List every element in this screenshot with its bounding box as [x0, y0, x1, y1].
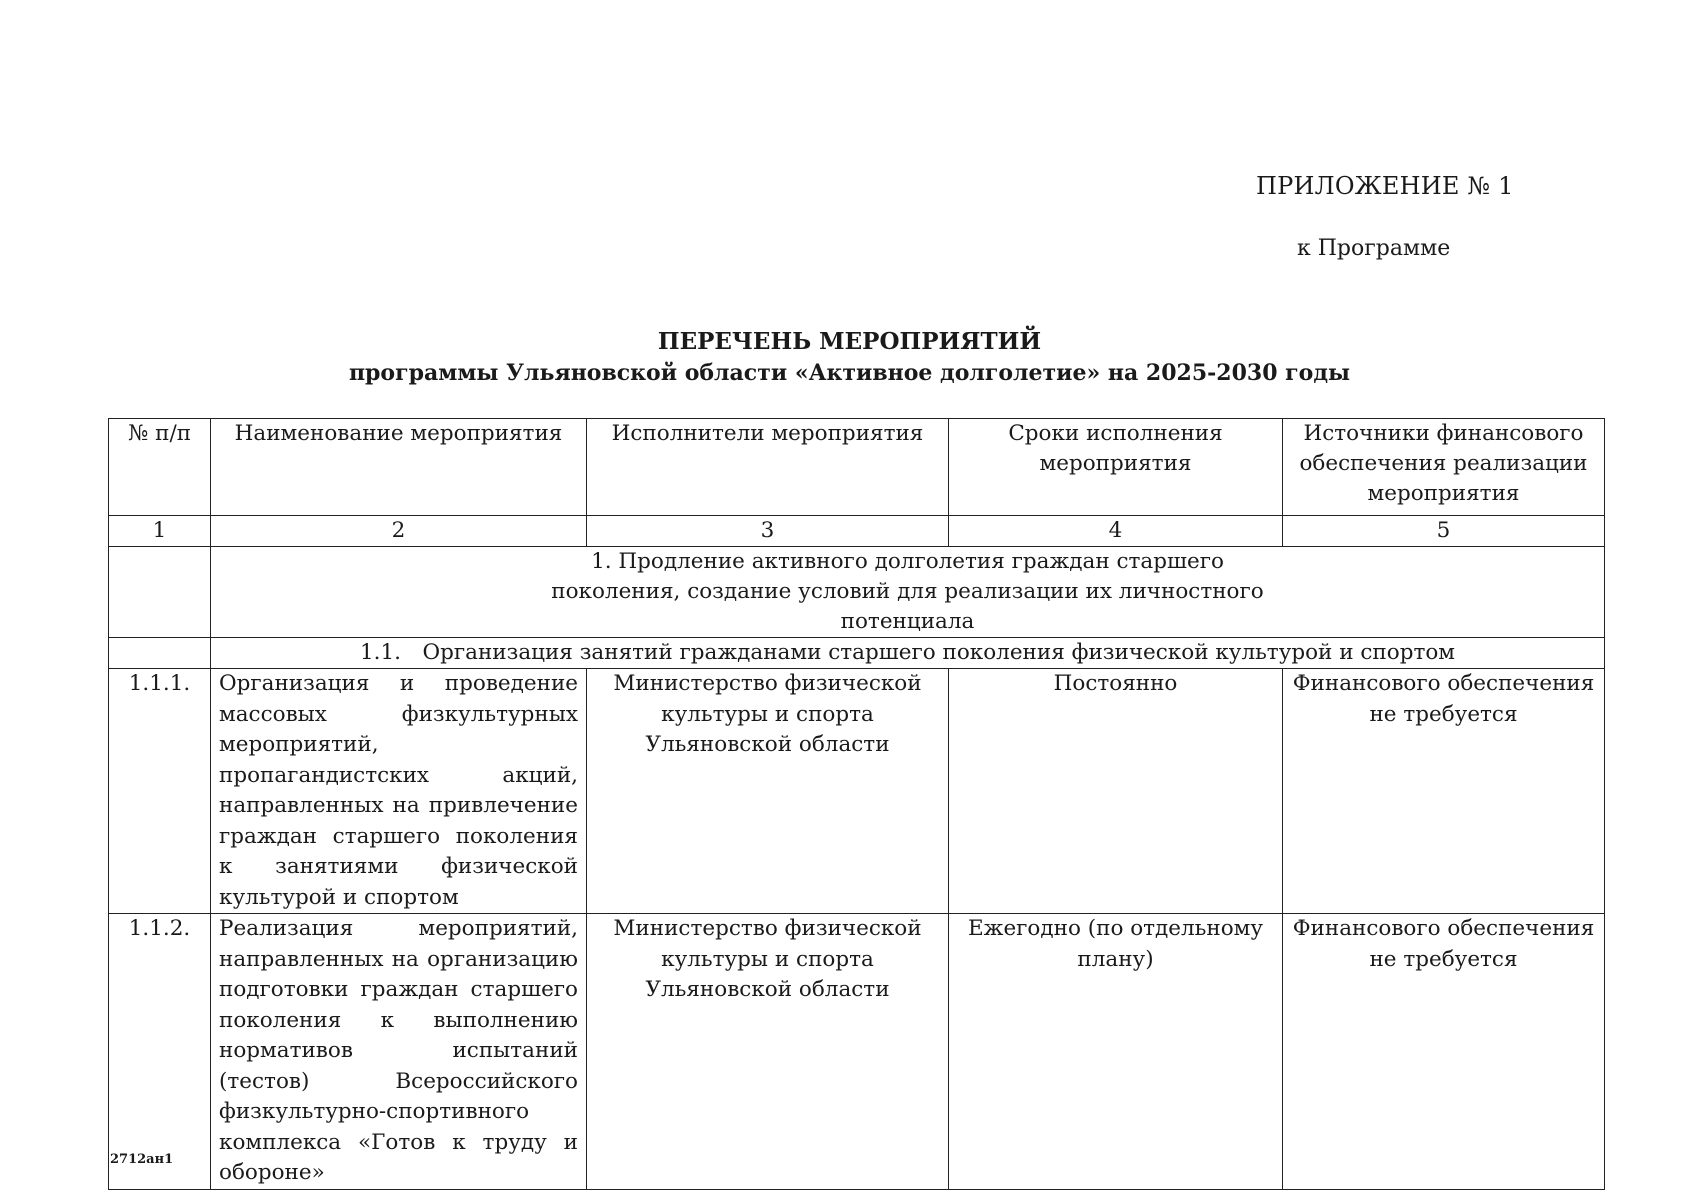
header-number: № п/п: [109, 419, 211, 516]
table-row: [109, 914, 1605, 1190]
event-terms: Постоянно: [949, 669, 1283, 914]
column-number: 1: [109, 516, 211, 547]
column-number: 4: [949, 516, 1283, 547]
subsection-empty-cell: [109, 638, 211, 669]
column-number: 2: [211, 516, 587, 547]
document-subtitle: программы Ульяновской области «Активное долголетие» на 2025-2030 годы: [348, 360, 1351, 386]
table-header-row: [109, 419, 1605, 516]
appendix-subtitle: к Программе: [1297, 236, 1451, 261]
event-executors: Министерство физической культуры и спорта Ульяновской области: [587, 914, 949, 1190]
event-name: Организация и проведение массовых физкультурных мероприятий, пропагандистских акций, направленных на привлечение граждан старшего поколения к занятиями физической культурой и спортом: [211, 669, 587, 914]
section-empty-cell: [109, 547, 211, 638]
subsection-row: [109, 638, 1605, 669]
header-name: Наименование мероприятия: [211, 419, 587, 516]
header-executors: Исполнители мероприятия: [587, 419, 949, 516]
event-funding: Финансового обеспечения не требуется: [1283, 914, 1605, 1190]
row-number: 1.1.2.: [109, 914, 211, 1190]
event-funding: Финансового обеспечения не требуется: [1283, 669, 1605, 914]
document-title: ПЕРЕЧЕНЬ МЕРОПРИЯТИЙ: [657, 328, 1042, 355]
row-number: 1.1.1.: [109, 669, 211, 914]
header-terms: Сроки исполнения мероприятия: [949, 419, 1283, 516]
appendix-title: ПРИЛОЖЕНИЕ № 1: [1256, 172, 1514, 200]
document-code: 2712ан1: [110, 1152, 174, 1167]
subsection-heading-text: 1.1. Организация занятий гражданами старшего поколения физической культурой и спортом: [359, 640, 1456, 665]
subsection-heading: [211, 638, 1605, 669]
event-terms: Ежегодно (по отдельному плану): [949, 914, 1283, 1190]
section-heading-text: 1. Продление активного долголетия граждан старшего поколения, создание условий для реализации их личностного потенциала: [551, 549, 1264, 634]
column-numbers-row: [109, 516, 1605, 547]
column-number: 3: [587, 516, 949, 547]
events-table: [108, 418, 1605, 1190]
event-name: Реализация мероприятий, направленных на организацию подготовки граждан старшего поколения к выполнению нормативов испытаний (тестов) Всероссийского физкультурно-спортивного комплекса «Готов к труду и обороне»: [211, 914, 587, 1190]
event-executors: Министерство физической культуры и спорта Ульяновской области: [587, 669, 949, 914]
table-row: [109, 669, 1605, 914]
column-number: 5: [1283, 516, 1605, 547]
section-row: [109, 547, 1605, 638]
header-funding: Источники финансового обеспечения реализации мероприятия: [1283, 419, 1605, 516]
section-heading: [211, 547, 1605, 638]
